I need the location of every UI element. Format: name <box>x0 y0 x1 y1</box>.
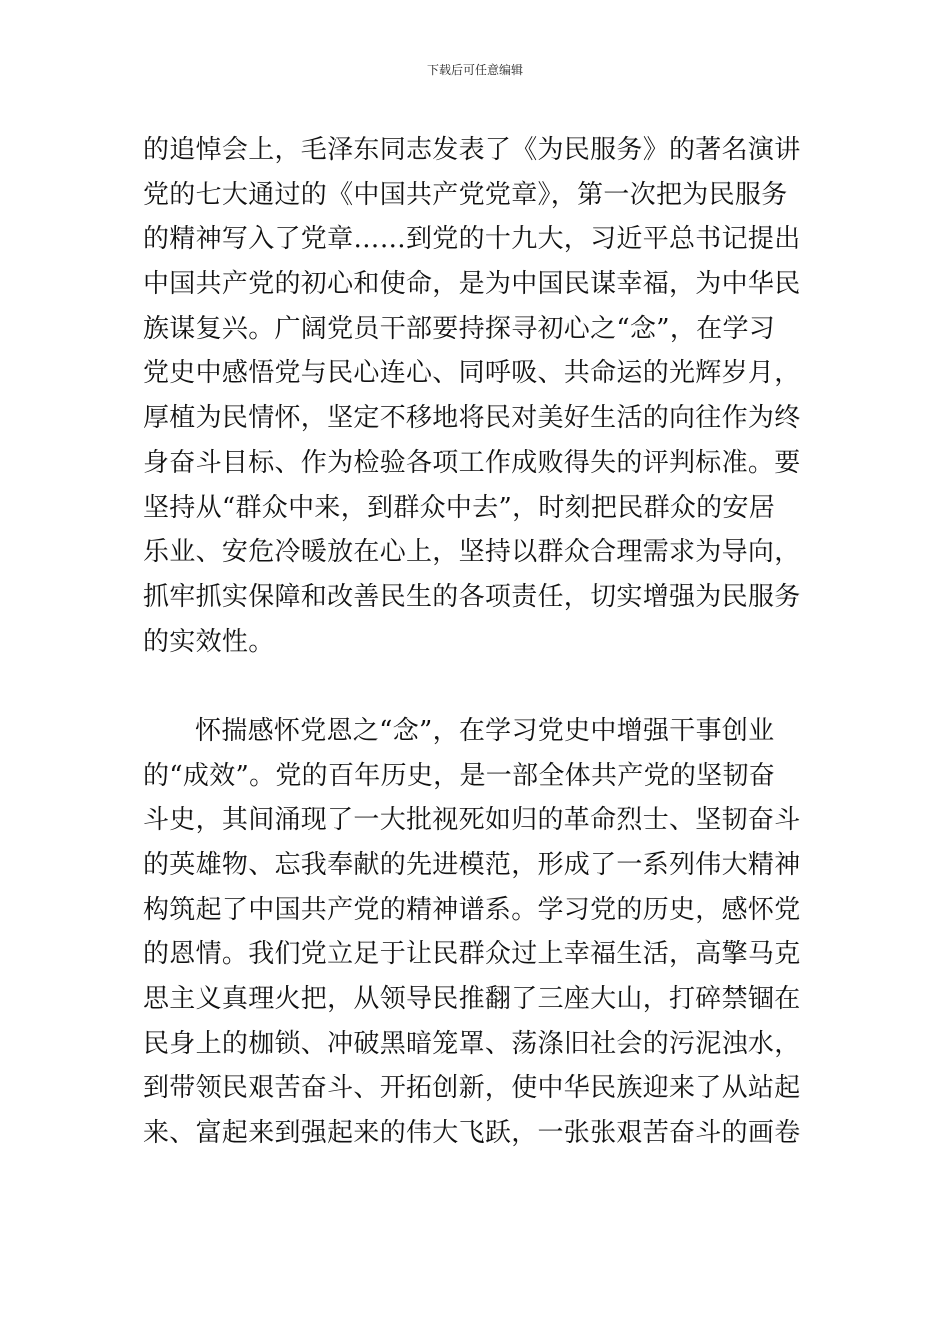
text-line: 的英雄物、忘我奉献的先进模范，形成了一系列伟大精神 <box>143 850 801 880</box>
page-header: 下载后可任意编辑 <box>426 63 523 77</box>
text-line: 身奋斗目标、作为检验各项工作成败得失的评判标准。要 <box>143 447 801 478</box>
text-line: 民身上的枷锁、冲破黑暗笼罩、荡涤旧社会的污泥浊水， <box>143 1028 801 1059</box>
text-line: 党的七大通过的《中国共产党党章》，第一次把为民服务 <box>143 179 788 210</box>
paragraph <box>143 128 813 664</box>
text-line: 族谋复兴。广阔党员干部要持探寻初心之“念”，在学习 <box>143 313 776 344</box>
text-line: 的实效性。 <box>143 626 275 657</box>
text-line: 的恩情。我们党立足于让民群众过上幸福生活，高擎马克 <box>143 939 801 970</box>
text-line: 的精神写入了党章……到党的十九大，习近平总书记提出 <box>143 224 801 255</box>
text-line: 构筑起了中国共产党的精神谱系。学习党的历史，感怀党 <box>143 894 801 925</box>
text-line: 思主义真理火把，从领导民推翻了三座大山，打碎禁锢在 <box>143 984 801 1015</box>
paragraph-spacer <box>143 664 813 709</box>
text-line: 乐业、安危冷暖放在心上，坚持以群众合理需求为导向， <box>143 537 801 568</box>
document-body <box>143 128 813 1156</box>
text-line: 坚持从“群众中来，到群众中去”，时刻把民群众的安居 <box>143 492 776 523</box>
text-line: 中国共产党的初心和使命，是为中国民谋幸福，为中华民 <box>143 269 801 300</box>
text-line: 斗史，其间涌现了一大批视死如归的革命烈士、坚韧奋斗 <box>143 805 801 836</box>
text-line: 来、富起来到强起来的伟大飞跃，一张张艰苦奋斗的画卷 <box>143 1118 801 1149</box>
text-line: 党史中感悟党与民心连心、同呼吸、共命运的光辉岁月， <box>143 358 801 389</box>
text-line: 到带领民艰苦奋斗、开拓创新，使中华民族迎来了从站起 <box>143 1073 801 1104</box>
text-line: 厚植为民情怀，坚定不移地将民对美好生活的向往作为终 <box>143 403 801 434</box>
paragraph <box>143 709 813 1156</box>
text-line: 怀揣感怀党恩之“念”，在学习党史中增强干事创业 <box>195 715 775 746</box>
text-line: 的追悼会上，毛泽东同志发表了《为民服务》的著名演讲 <box>143 135 801 165</box>
text-line: 抓牢抓实保障和改善民生的各项责任，切实增强为民服务 <box>143 581 801 612</box>
text-line: 的“成效”。党的百年历史，是一部全体共产党的坚韧奋 <box>143 760 776 791</box>
